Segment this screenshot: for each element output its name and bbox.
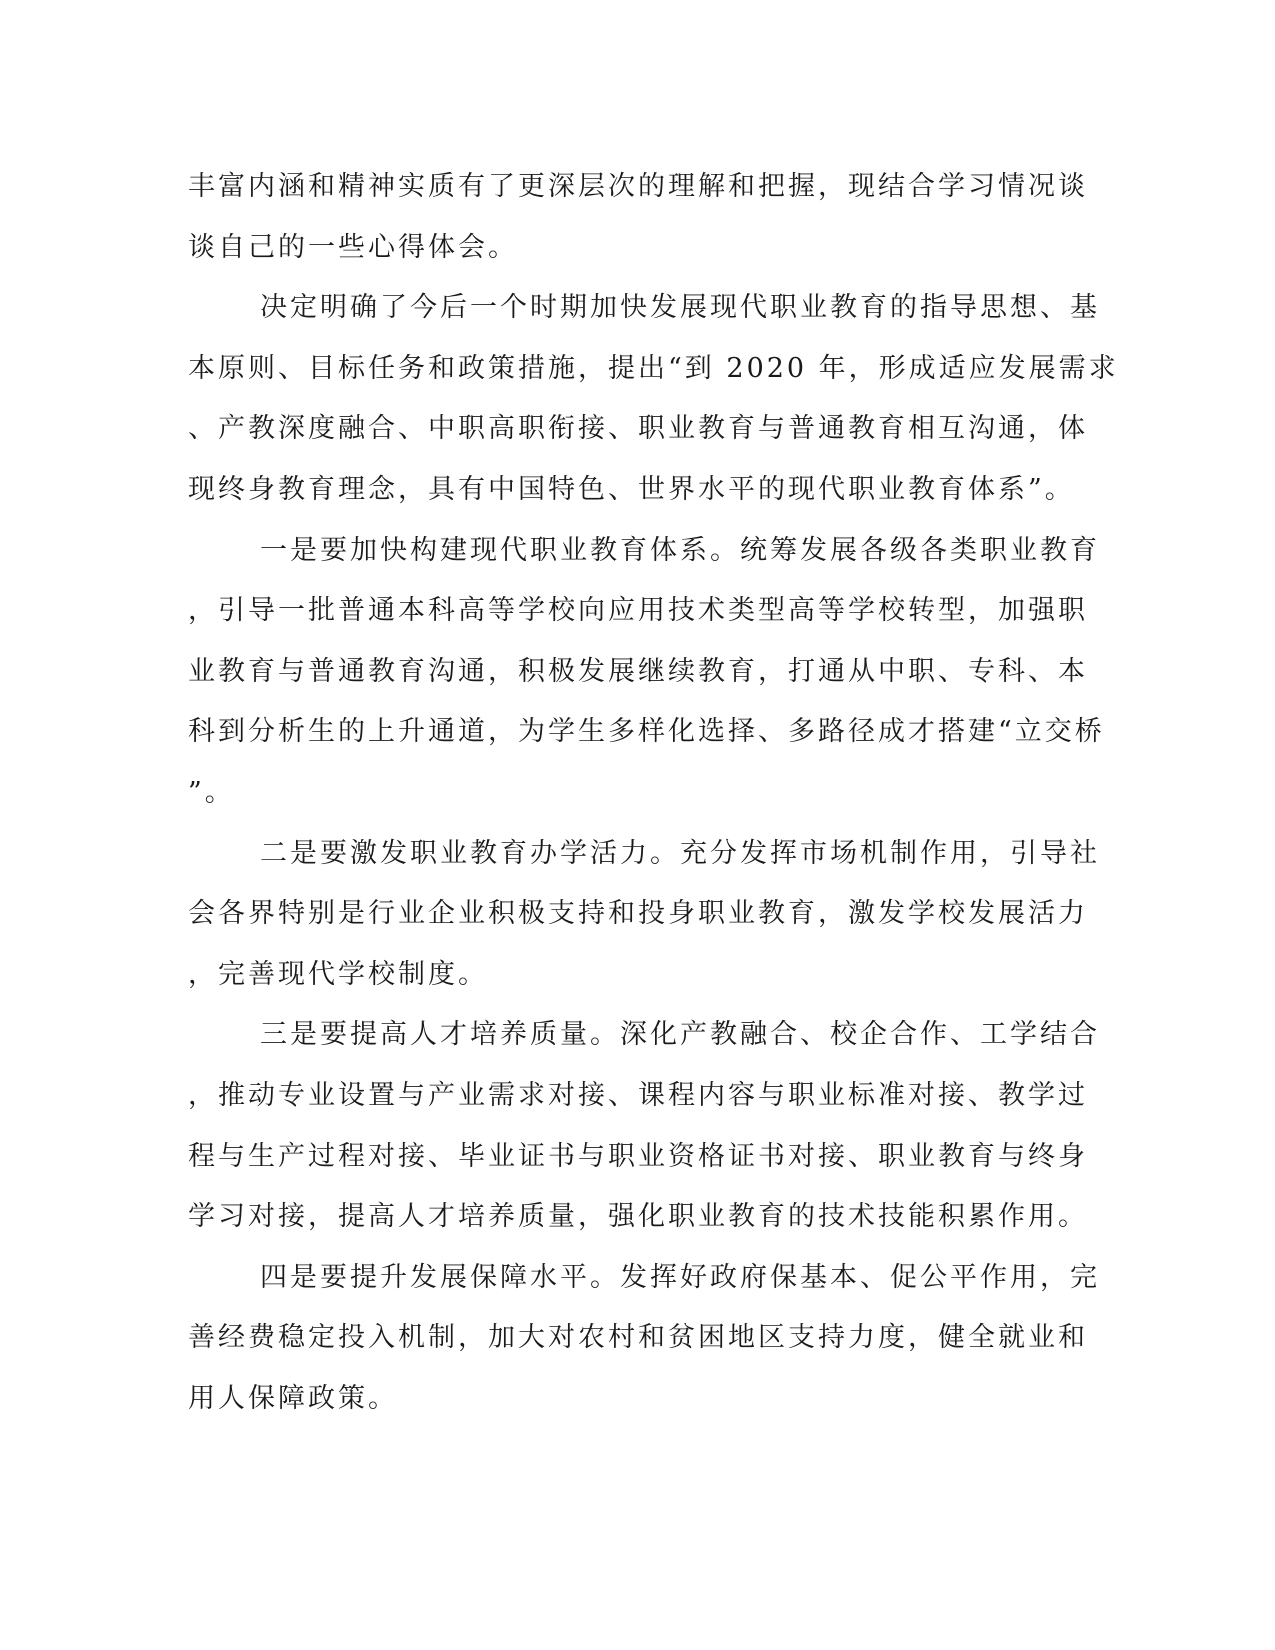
text-line: 学习对接，提高人才培养质量，强化职业教育的技术技能积累作用。 <box>188 1201 1088 1233</box>
text-line: 现终身教育理念，具有中国特色、世界水平的现代职业教育体系”。 <box>188 473 1075 505</box>
text-line: ，推动专业设置与产业需求对接、课程内容与职业标准对接、教学过 <box>188 1079 1088 1111</box>
text-line: 善经费稳定投入机制，加大对农村和贫困地区支持力度，健全就业和 <box>188 1322 1088 1354</box>
text-line: 会各界特别是行业企业积极支持和投身职业教育，激发学校发展活力 <box>188 898 1088 930</box>
text-line: 程与生产过程对接、毕业证书与职业资格证书对接、职业教育与终身 <box>188 1140 1088 1172</box>
text-line: 丰富内涵和精神实质有了更深层次的理解和把握，现结合学习情况谈 <box>188 171 1088 202</box>
paragraph-1 <box>188 157 1088 278</box>
text-line: 业教育与普通教育沟通，积极发展继续教育，打通从中职、专科、本 <box>188 655 1088 687</box>
paragraph-5 <box>188 1005 1100 1247</box>
text-line: 用人保障政策。 <box>188 1382 398 1414</box>
text-line: 二是要激发职业教育办学活力。充分发挥市场机制作用，引导社 <box>260 837 1100 869</box>
text-line: 三是要提高人才培养质量。深化产教融合、校企合作、工学结合 <box>260 1019 1100 1051</box>
text-line: 本原则、目标任务和政策措施，提出“到 2020 年，形成适应发展需求 <box>188 352 1119 384</box>
text-line: ，完善现代学校制度。 <box>188 958 488 990</box>
text-line: 一是要加快构建现代职业教育体系。统筹发展各级各类职业教育 <box>260 534 1100 566</box>
text-line: 科到分析生的上升通道，为学生多样化选择、多路径成才搭建“立交桥 <box>188 716 1105 748</box>
text-line: ”。 <box>188 776 235 808</box>
document-body <box>188 157 1119 1429</box>
text-line: 决定明确了今后一个时期加快发展现代职业教育的指导思想、基 <box>260 292 1100 324</box>
paragraph-6 <box>188 1248 1100 1430</box>
text-line: 谈自己的一些心得体会。 <box>188 231 518 263</box>
paragraph-3 <box>188 521 1105 824</box>
text-line: ，引导一批普通本科高等学校向应用技术类型高等学校转型，加强职 <box>188 595 1088 627</box>
paragraph-4 <box>188 824 1100 1006</box>
text-line: 、产教深度融合、中职高职衔接、职业教育与普通教育相互沟通，体 <box>188 413 1088 445</box>
text-line: 四是要提升发展保障水平。发挥好政府保基本、促公平作用，完 <box>260 1261 1100 1293</box>
paragraph-2 <box>188 278 1119 520</box>
